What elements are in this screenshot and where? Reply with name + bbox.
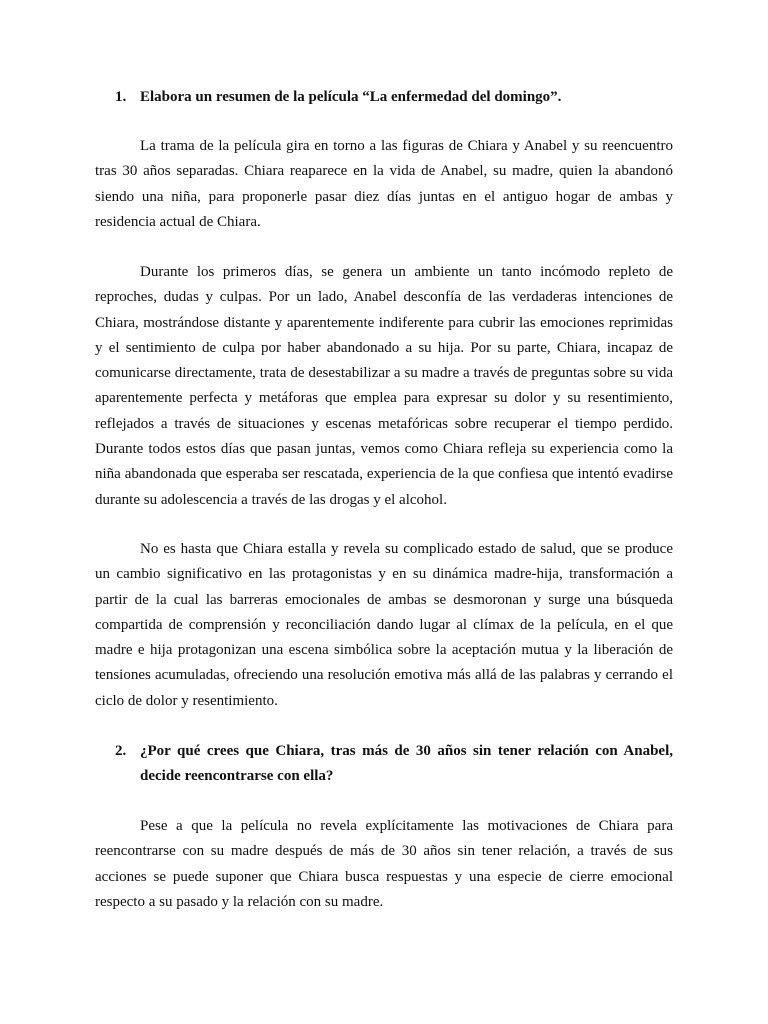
question-1-heading — [95, 85, 673, 110]
question-1-text: Elabora un resumen de la película “La enfermedad del domingo”. — [140, 89, 562, 105]
answer-1-paragraph-1: La trama de la película gira en torno a las figuras de Chiara y Anabel y su reencuentro tras 30 años separadas. Chiara reaparece en la vida de Anabel, su madre, quien la abandonó siendo una niña, para proponerle pasar diez días juntas en el antiguo hogar de ambas y residencia actual de Chiara. — [95, 138, 673, 230]
answer-1-paragraph-2: Durante los primeros días, se genera un ambiente un tanto incómodo repleto de reproches, dudas y culpas. Por un lado, Anabel desconfía de las verdaderas intenciones de Chiara, mostrándose distante y aparentemente indiferente para cubrir las emociones reprimidas y el sentimiento de culpa por haber abandonado a su hija. Por su parte, Chiara, incapaz de comunicarse directamente, trata de desestabilizar a su madre a través de preguntas sobre su vida aparentemente perfecta y metáforas que emplea para expresar su dolor y su resentimiento, reflejados a través de situaciones y escenas metafóricas sobre recuperar el tiempo perdido. Durante todos estos días que pasan juntas, vemos como Chiara refleja su experiencia como la niña abandonada que esperaba ser rescatada, experiencia de la que confiesa que intentó evadirse durante su adolescencia a través de las drogas y el alcohol. — [95, 264, 673, 508]
answer-1-paragraph-3: No es hasta que Chiara estalla y revela su complicado estado de salud, que se produce un cambio significativo en las protagonistas y en su dinámica madre-hija, transformación a partir de la cual las barreras emocionales de ambas se desmoronan y surge una búsqueda compartida de comprensión y reconciliación dando lugar al clímax de la película, en el que madre e hija protagonizan una escena simbólica sobre la aceptación mutua y la liberación de tensiones acumuladas, ofreciendo una resolución emotiva más allá de las palabras y cerrando el ciclo de dolor y resentimiento. — [95, 541, 673, 709]
answer-2-paragraph-1: Pese a que la película no revela explícitamente las motivaciones de Chiara para reencontrarse con su madre después de más de 30 años sin tener relación, a través de sus acciones se puede suponer que Chiara busca respuestas y una especie de cierre emocional respecto a su pasado y la relación con su madre. — [95, 818, 673, 910]
question-2-text: ¿Por qué crees que Chiara, tras más de 30 años sin tener relación con Anabel, decide reencontrarse con ella? — [140, 743, 673, 785]
question-1-number: 1. — [115, 89, 127, 105]
question-2-heading — [95, 739, 673, 790]
question-2-number: 2. — [115, 743, 127, 759]
